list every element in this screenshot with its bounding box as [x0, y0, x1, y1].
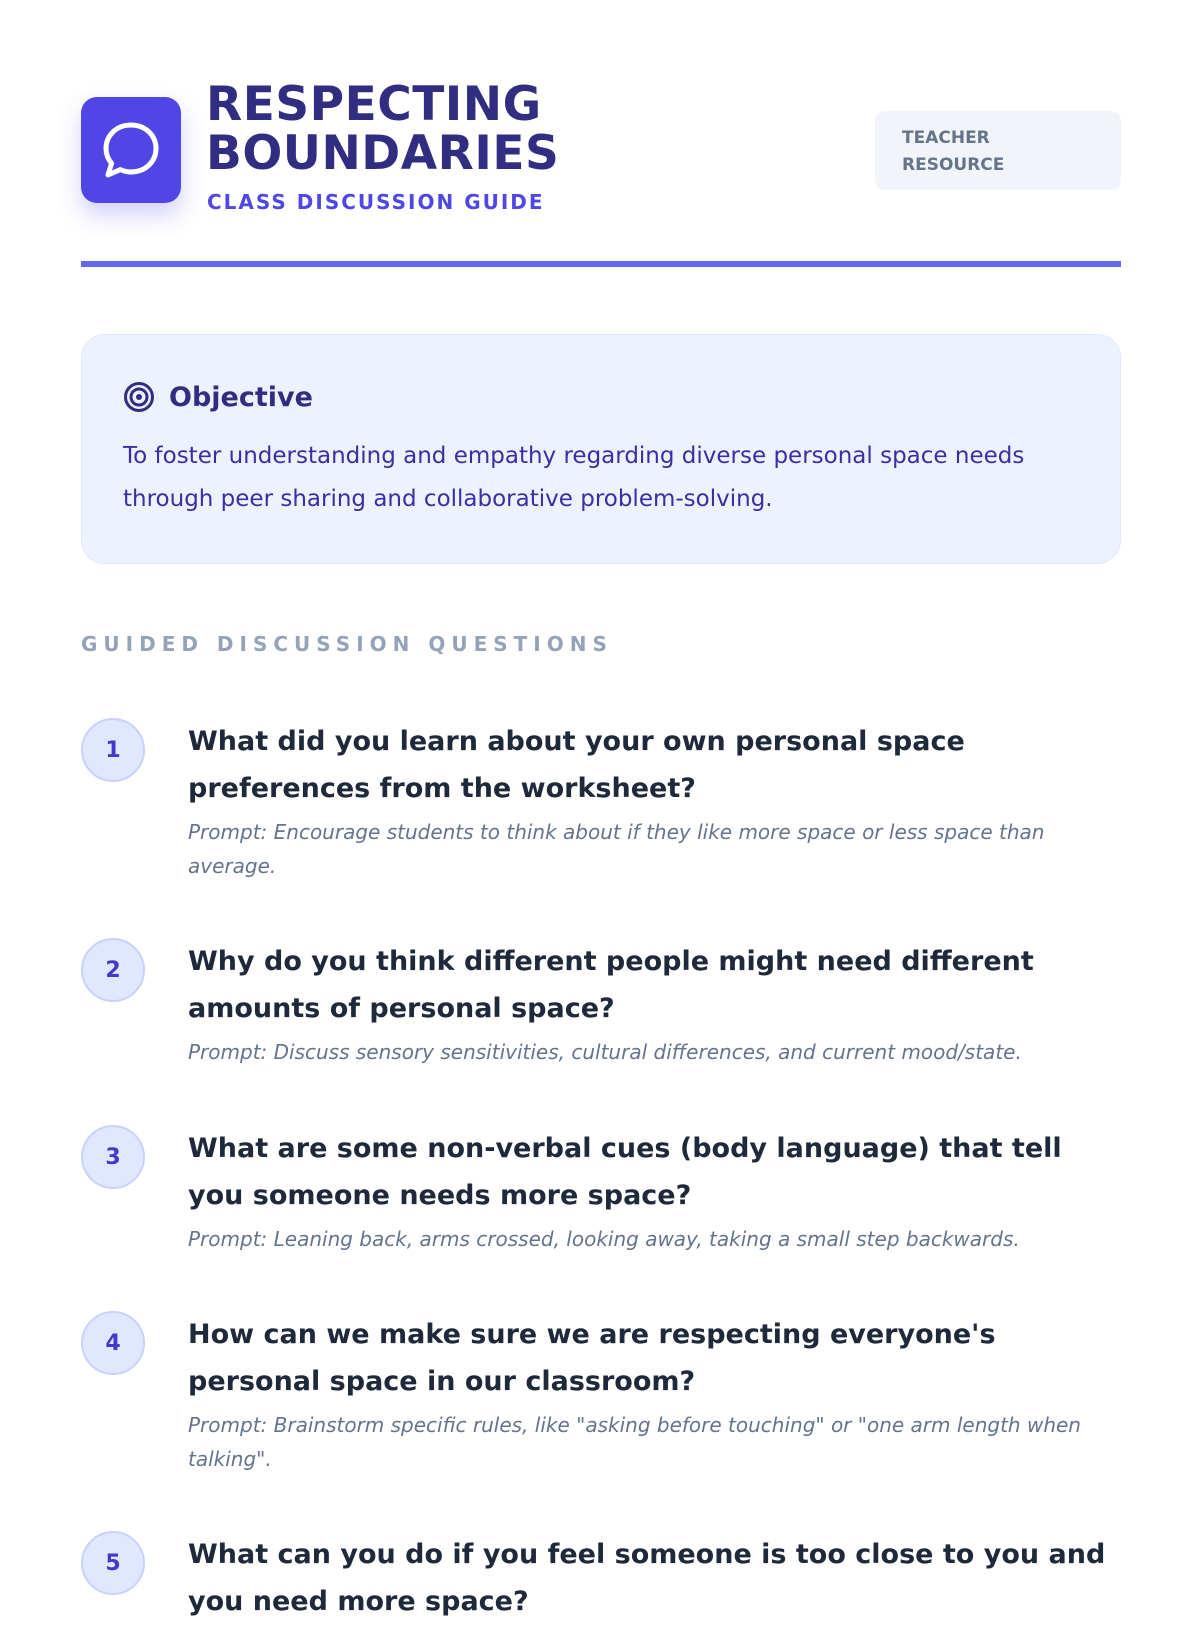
target-icon	[123, 381, 155, 413]
question-number-badge: 3	[81, 1125, 145, 1189]
section-label: GUIDED DISCUSSION QUESTIONS	[81, 632, 613, 656]
page-subtitle: CLASS DISCUSSION GUIDE	[207, 190, 545, 214]
objective-heading: Objective	[169, 381, 313, 413]
page-title: RESPECTING BOUNDARIES	[206, 77, 560, 181]
logo	[81, 97, 181, 203]
question-prompt: Prompt: Encourage students to think about if they like more space or less space than average.	[188, 820, 1045, 878]
question-prompt: Prompt: Discuss sensory sensitivities, cultural differences, and current mood/state.	[188, 1040, 1022, 1064]
objective-card	[81, 334, 1121, 564]
objective-header	[123, 381, 313, 413]
chat-bubble-icon	[100, 119, 162, 181]
question-text: How can we make sure we are respecting everyone's personal space in our classroom?	[188, 1319, 996, 1397]
question-prompt: Prompt: Leaning back, arms crossed, looking away, taking a small step backwards.	[188, 1227, 1020, 1251]
teacher-resource-badge: TEACHER RESOURCE	[875, 111, 1121, 190]
question-number-badge: 1	[81, 718, 145, 782]
question-text: What can you do if you feel someone is too close to you and you need more space?	[188, 1539, 1106, 1617]
objective-text: To foster understanding and empathy regarding diverse personal space needs through peer sharing and collaborative problem-solving.	[123, 443, 1025, 512]
question-prompt: Prompt: Brainstorm specific rules, like "asking before touching" or "one arm length when talking".	[188, 1413, 1081, 1471]
question-text: What did you learn about your own personal space preferences from the worksheet?	[188, 726, 965, 804]
question-number-badge: 5	[81, 1531, 145, 1595]
header-divider	[81, 261, 1121, 267]
question-number-badge: 4	[81, 1311, 145, 1375]
question-number-badge: 2	[81, 938, 145, 1002]
question-text: What are some non-verbal cues (body language) that tell you someone needs more space?	[188, 1133, 1062, 1211]
question-text: Why do you think different people might need different amounts of personal space?	[188, 946, 1034, 1024]
